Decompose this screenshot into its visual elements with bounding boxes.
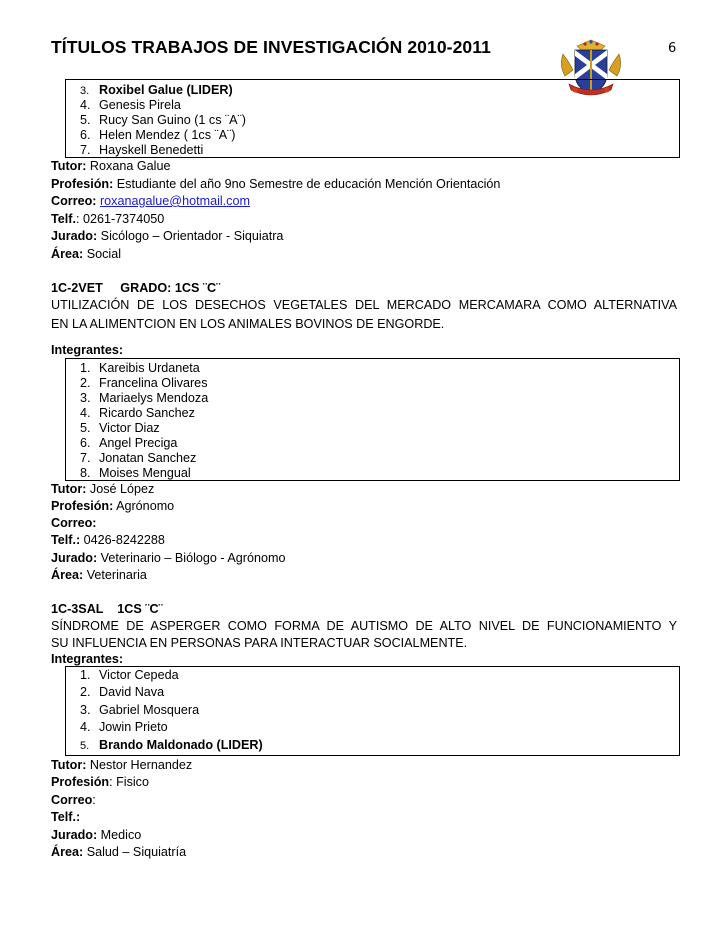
list-item: 2. Francelina Olivares — [80, 376, 208, 390]
page-number: 6 — [668, 41, 677, 56]
list-item: 4. Ricardo Sanchez — [80, 406, 195, 420]
tutor-line: Tutor: Nestor Hernandez — [51, 758, 193, 772]
integrantes-label: Integrantes: — [51, 343, 124, 357]
list-item: 1. Victor Cepeda — [80, 668, 179, 682]
correo-line: Correo: roxanagalue@hotmail.com — [51, 194, 250, 208]
document-title: TÍTULOS TRABAJOS DE INVESTIGACIÓN 2010-2011 — [51, 37, 491, 57]
list-item: 6. Angel Preciga — [80, 436, 178, 450]
area-line: Área: Salud – Siquiatría — [51, 845, 187, 859]
list-item: 6. Helen Mendez ( 1cs ¨A¨) — [80, 128, 236, 142]
telf-line: Telf.: — [51, 810, 81, 824]
project-title-line2: EN LA ALIMENTCION EN LOS ANIMALES BOVINOS DE ENGORDE. — [51, 317, 445, 331]
list-item: 8. Moises Mengual — [80, 466, 191, 480]
project-title-line1: UTILIZACIÓN DE LOS DESECHOS VEGETALES DEL MERCADO MERCAMARA COMO ALTERNATIVA — [51, 298, 677, 312]
project-title-line2: SU INFLUENCIA EN PERSONAS PARA INTERACTUAR SOCIALMENTE. — [51, 636, 468, 650]
list-item: 7. Hayskell Benedetti — [80, 143, 204, 157]
telf-line: Telf.: 0426-8242288 — [51, 533, 165, 547]
list-item: 7. Jonatan Sanchez — [80, 451, 197, 465]
integrantes-label: Integrantes: — [51, 652, 124, 666]
tutor-line: Tutor: Roxana Galue — [51, 159, 171, 173]
list-item: 3. Mariaelys Mendoza — [80, 391, 209, 405]
list-item: 4. Genesis Pirela — [80, 98, 181, 112]
telf-line: Telf.: 0261-7374050 — [51, 212, 165, 226]
list-item: 4. Jowin Prieto — [80, 720, 168, 734]
project-code-header: 1C-2VET GRADO: 1CS ¨C¨ — [51, 281, 221, 295]
jurado-line: Jurado: Sicólogo – Orientador - Siquiatra — [51, 229, 284, 243]
list-item: 3. Gabriel Mosquera — [80, 703, 200, 717]
project-code-header: 1C-3SAL 1CS ¨C¨ — [51, 602, 163, 616]
email-link[interactable]: roxanagalue@hotmail.com — [99, 194, 250, 208]
project-title-line1: SÍNDROME DE ASPERGER COMO FORMA DE AUTISMO DE ALTO NIVEL DE FUNCIONAMIENTO Y — [51, 619, 677, 633]
area-line: Área: Veterinaria — [51, 568, 147, 582]
list-item: 1. Kareibis Urdaneta — [80, 361, 200, 375]
profesion-line: Profesión: Fisico — [51, 775, 149, 789]
correo-line: Correo: — [51, 793, 96, 807]
jurado-line: Jurado: Medico — [51, 828, 142, 842]
tutor-line: Tutor: José López — [51, 482, 155, 496]
list-item: 2. David Nava — [80, 685, 165, 699]
jurado-line: Jurado: Veterinario – Biólogo - Agrónomo — [51, 551, 286, 565]
list-item: 3. Roxibel Galue (LIDER) — [80, 83, 233, 97]
profesion-line: Profesión: Agrónomo — [51, 499, 175, 513]
area-line: Área: Social — [51, 247, 122, 261]
list-item: 5. Victor Diaz — [80, 421, 160, 435]
list-item: 5. Brando Maldonado (LIDER) — [80, 738, 263, 752]
profesion-line: Profesión: Estudiante del año 9no Semestre de educación Mención Orientación — [51, 177, 501, 191]
correo-line: Correo: — [51, 516, 97, 530]
list-item: 5. Rucy San Guino (1 cs ¨A¨) — [80, 113, 246, 127]
